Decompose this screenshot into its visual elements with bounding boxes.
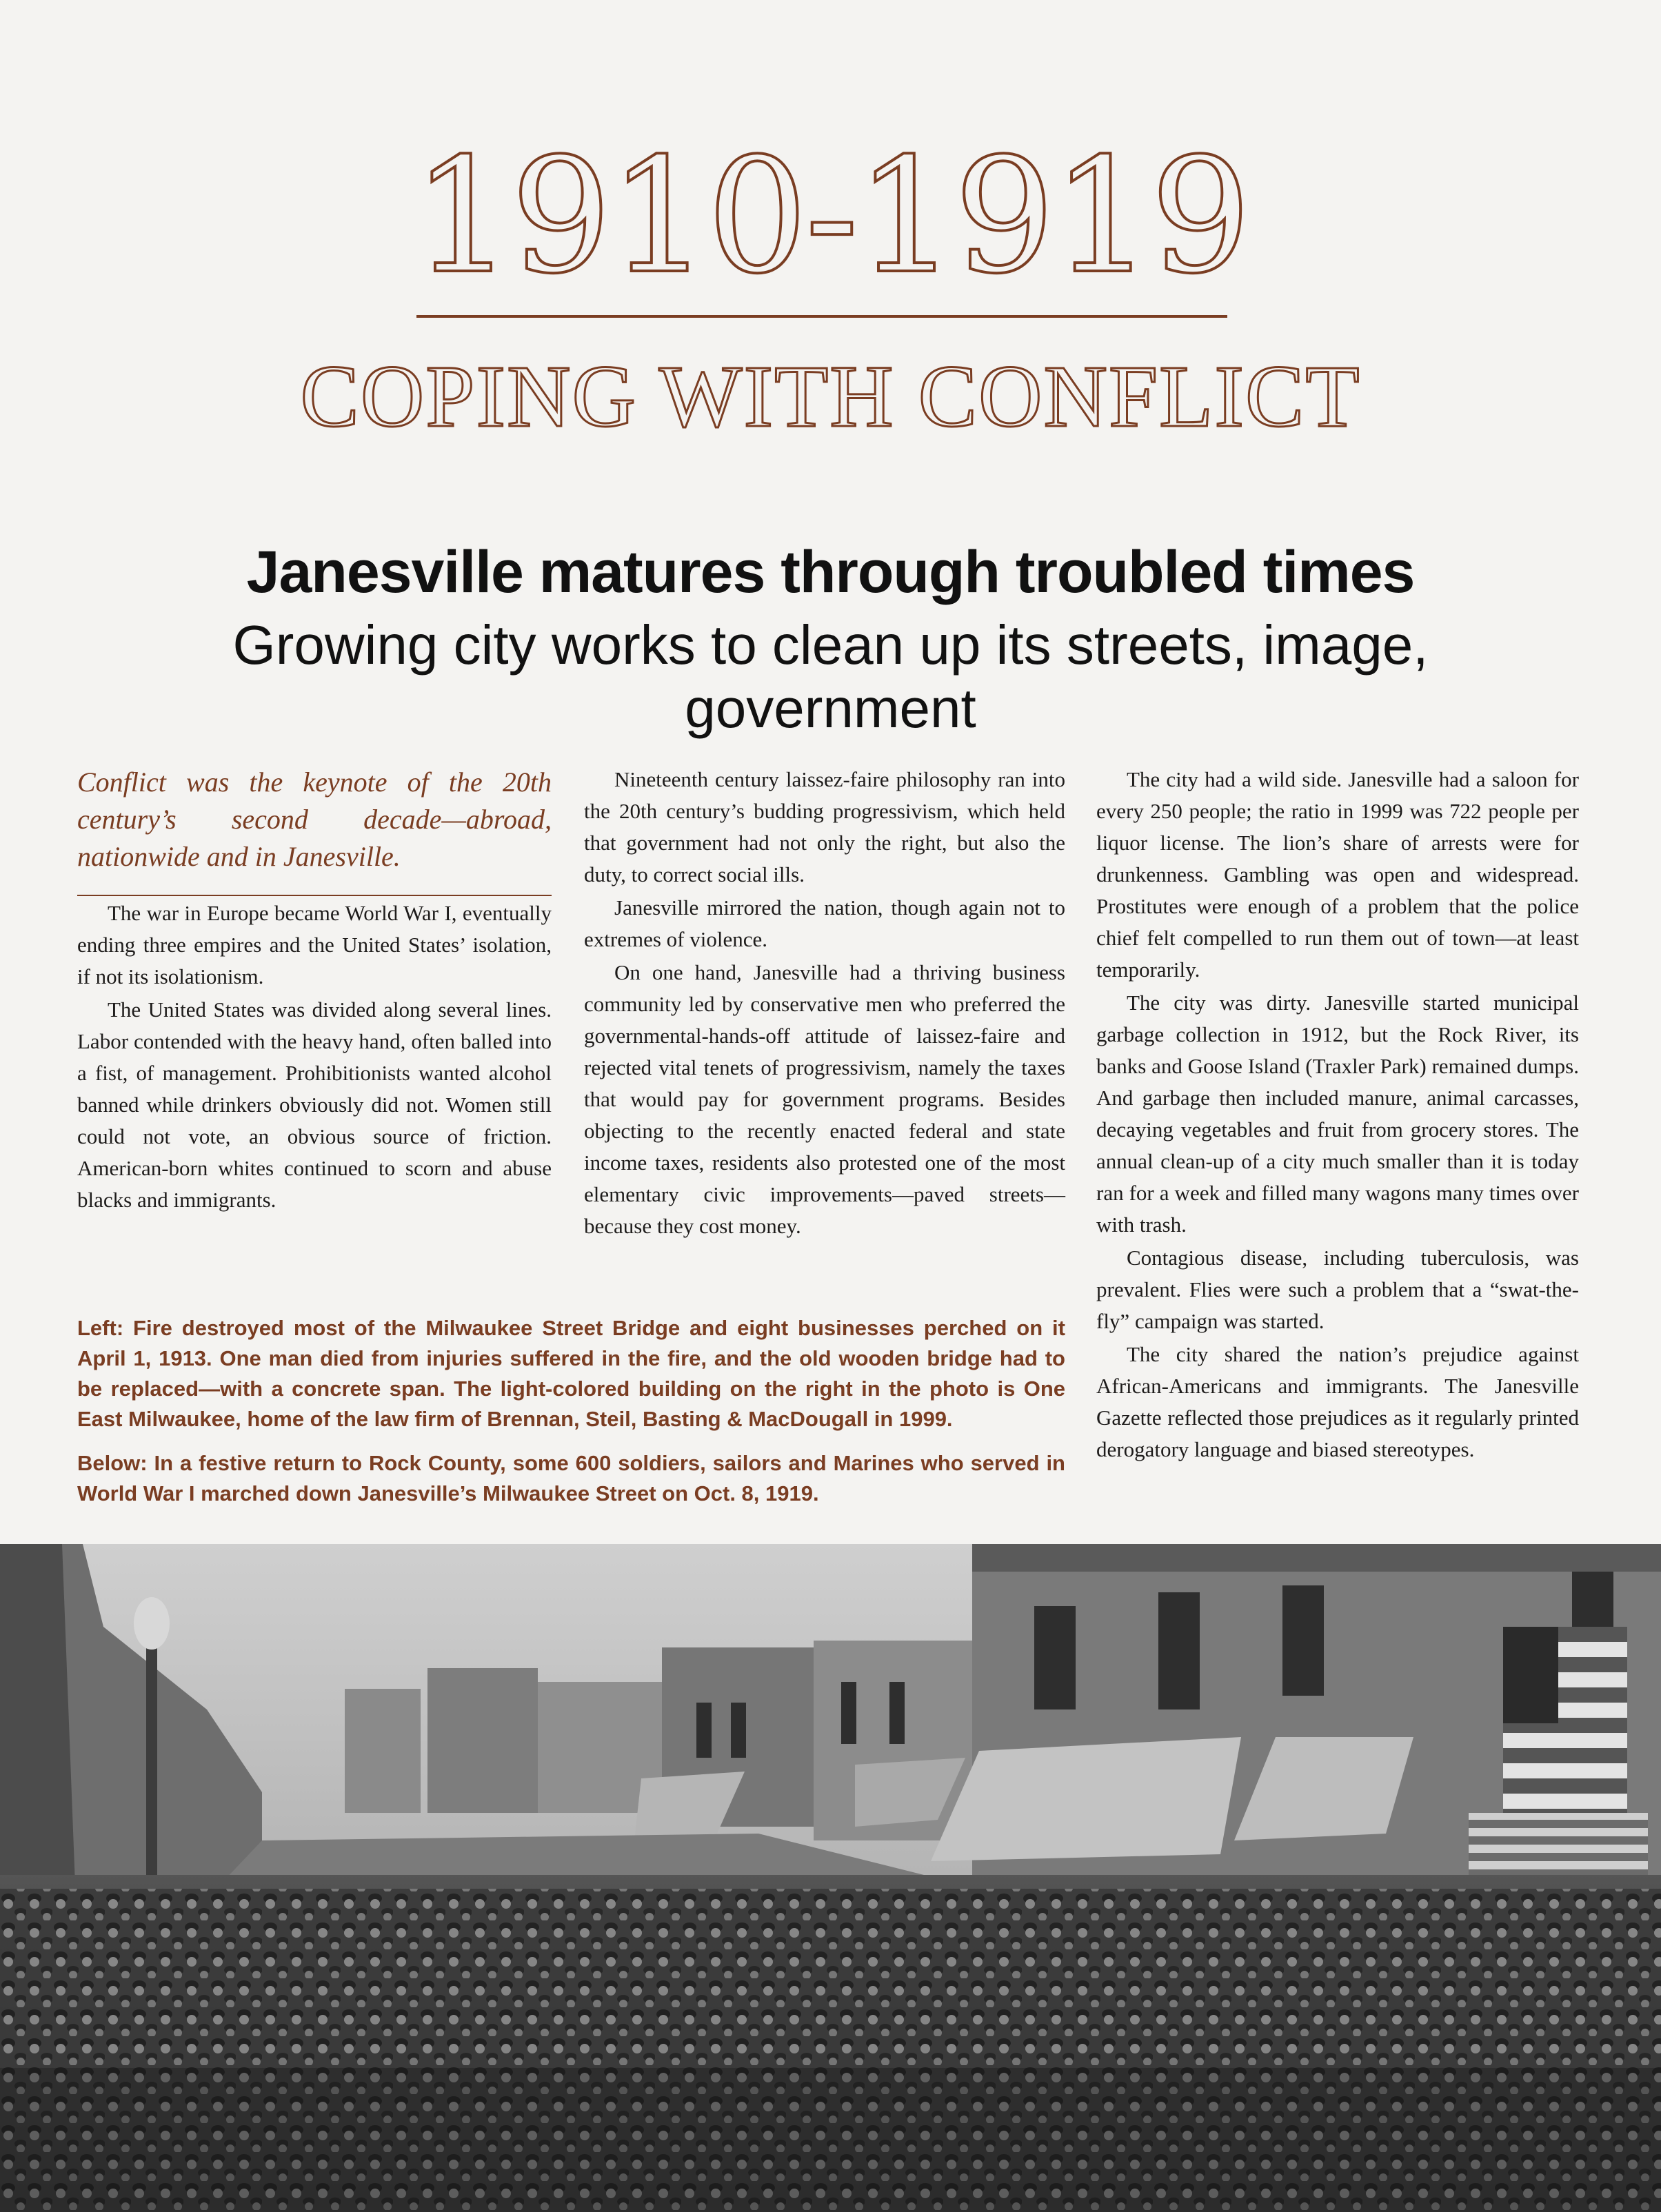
parade-photo: [0, 1544, 1661, 2212]
paragraph: The city was dirty. Janesville started municipal garbage collection in 1912, but the Rock River, its banks and Goose Island (Traxler Park) remained dumps. And garbage then included manure, animal carcasses, decaying vegetables and fruit from grocery stores. The annual clean-up of a city much smaller than it is today ran for a week and filled many wagons many times over with trash.: [1096, 991, 1579, 1237]
parade-photo-illustration: [0, 1544, 1661, 2212]
article-headline: Janesville matures through troubled times: [246, 539, 1415, 605]
paragraph: The war in Europe became World War I, eventually ending three empires and the United States’ isolation, if not its isolationism.: [77, 901, 552, 988]
caption-below: Below: In a festive return to Rock County, some 600 soldiers, sailors and Marines who served in World War I marched down Janesville’s Milwaukee Street on Oct. 8, 1919.: [77, 1451, 1065, 1505]
article-deck: Growing city works to clean up its streets, image, government: [232, 614, 1429, 739]
title-divider: [416, 315, 1227, 318]
article-column-2: [584, 764, 1065, 1242]
photo-captions: [77, 1313, 1065, 1523]
paragraph: The United States was divided along several lines. Labor contended with the heavy hand, often balled into a fist, of management. Prohibitionists wanted alcohol banned while drinkers obviously did not. Women still could not vote, an obvious source of friction. American-born whites continued to scorn and abuse blacks and immigrants.: [77, 997, 552, 1212]
paragraph: On one hand, Janesville had a thriving business community led by conservative men who preferred the governmental-hands-off attitude of laissez-faire and rejected vital tenets of progressivism, namely the taxes that would pay for government programs. Besides objecting to the recently enacted federal and state income taxes, residents also protested one of the most elementary civic improvements—paved streets—because they cost money.: [584, 960, 1065, 1238]
bleed-through-text: [1158, 41, 1654, 68]
paragraph: The city shared the nation’s prejudice against African-Americans and immigrants. The Janesville Gazette reflected those prejudices as it regularly printed derogatory language and biased stereotypes.: [1096, 1342, 1579, 1461]
paragraph: Contagious disease, including tuberculosis, was prevalent. Flies were such a problem that a “swat-the-fly” campaign was started.: [1096, 1246, 1579, 1333]
decade-title: 1910-1919: [412, 125, 1249, 309]
pull-quote: Conflict was the keynote of the 20th century’s second decade—abroad, nationwide and in Janesville.: [77, 764, 552, 896]
paragraph: Janesville mirrored the nation, though again not to extremes of violence.: [584, 895, 1065, 951]
article-column-3: [1096, 764, 1579, 1465]
section-title: COPING WITH CONFLICT: [300, 347, 1361, 445]
paragraph: Nineteenth century laissez-faire philosophy ran into the 20th century’s budding progressivism, which held that government had not only the right, but also the duty, to correct social ills.: [584, 767, 1065, 886]
caption-left: Left: Fire destroyed most of the Milwaukee Street Bridge and eight businesses perched on it April 1, 1913. One man died from injuries suffered in the fire, and the old wooden bridge had to be replaced—with a concrete span. The light-colored building on the right in the photo is One East Milwaukee, home of the law firm of Brennan, Steil, Basting & MacDougall in 1999.: [77, 1316, 1065, 1431]
article-column-1: [77, 764, 552, 1216]
paragraph: The city had a wild side. Janesville had a saloon for every 250 people; the ratio in 1999 was 722 people per liquor license. The lion’s share of arrests were for drunkenness. Gambling was open and widespread. Prostitutes were enough of a problem that the police chief felt compelled to run them out of town—at least temporarily.: [1096, 767, 1579, 982]
